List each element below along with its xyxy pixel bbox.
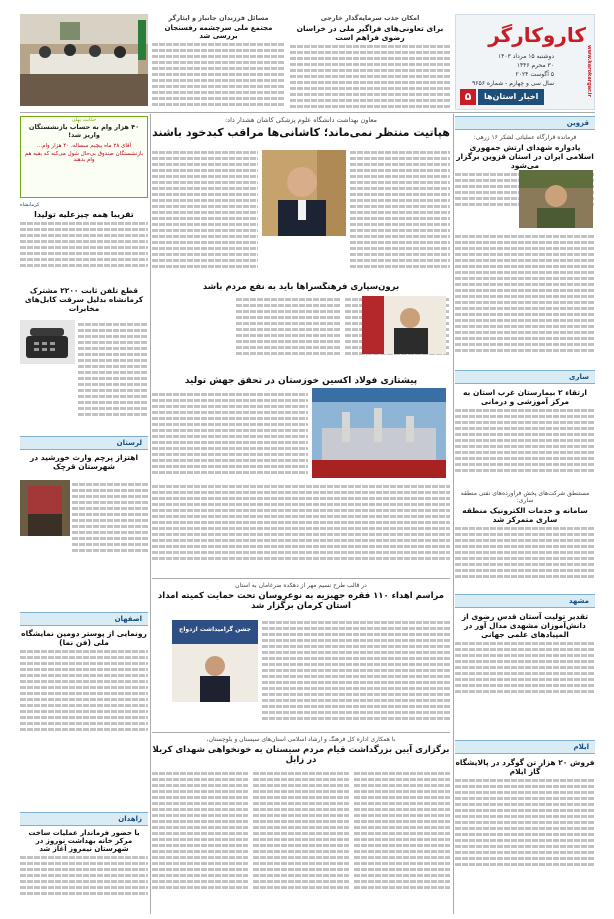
date-persian: دوشنبه ۱۵ مرداد ۱۴۰۳: [497, 53, 554, 60]
ad-line-2: واریز شد!: [68, 131, 100, 139]
section-bar-mashhad: مشهد: [455, 594, 595, 608]
steel-plant-photo: [312, 388, 446, 478]
zahedan-article: [20, 812, 148, 912]
section-label: کرمانشاه: [20, 202, 40, 208]
steel-body-top: [152, 390, 308, 480]
article-headline: قطع تلفن ثابت ۲۲۰۰ مشترک کرمانشاه بدلیل سرقت کابل‌های مخابرات: [24, 286, 144, 313]
article-headline: مراسم اهداء ۱۱۰ فقره جهیزیه به نوعروسان تحت حمایت کمیته امداد استان کرمان برگزار شد: [157, 591, 445, 611]
issue-number: سال سی و چهارم - شماره ۹۶۵۶: [472, 80, 554, 87]
telephone-photo: [20, 320, 75, 364]
page-number: ۵: [460, 89, 476, 105]
article-kicker: امکان جذب سرمایه‌گذار خارجی: [320, 14, 420, 22]
article-headline: برای تعاونی‌های فراگیر ملی در خراسان رضوی فراهم است: [296, 24, 444, 42]
ad-title: حکایت پهلی: [71, 117, 97, 123]
section-title: اخبار استان‌ها: [478, 89, 544, 105]
qazvin-article-body: [455, 232, 595, 362]
article-headline: با حضور فرماندار عملیات ساخت مرکز خانه بهداشت نوروز در شهرستان نیمروز آغاز شد: [28, 829, 140, 853]
site-url: www.karokargar.ir: [586, 45, 592, 97]
section-bar-ilam: ایلام: [455, 740, 595, 754]
article-kicker: فرمانده قرارگاه عملیاتی لشکر ۱۶ زرهی:: [473, 134, 577, 141]
phone-cable-body: [78, 320, 148, 432]
article-headline: ارتقاء ۲ بیمارستان غرب استان به مرکز آموزشی و درمانی: [462, 388, 587, 406]
date-gregorian: ۵ آگوست ۲۰۲۴: [515, 71, 554, 78]
wedding-ceremony-photo: [172, 620, 258, 702]
steel-body-bottom: [152, 482, 450, 572]
flag-body: [72, 480, 148, 564]
article-headline: رونمایی از پوستر دومین نمایشگاه ملی (فن نما): [21, 629, 147, 647]
article-kicker: مستنطق شرکت‌های پخش فرآورده‌های نفتی منطقه ساری:: [460, 490, 590, 504]
article-body: [290, 45, 450, 110]
health-official-photo: [262, 150, 346, 236]
kashan-body-right: [350, 148, 450, 278]
official-desk-photo: [362, 296, 446, 354]
ad-line-4: بازنشستگان صندوق بی‌حال شول می‌کنه که بقیه هم وام بدهند: [24, 151, 144, 163]
cartoon-ad-box: [20, 116, 148, 198]
ilam-sulfur-article: [455, 740, 595, 910]
commander-photo: [519, 170, 593, 228]
ad-line-3: آقای ۲۸ ماه پیچیم سساله، ۴۰ هزار وام...: [36, 143, 132, 149]
top-left-article: [152, 14, 285, 110]
section-bar-qazvin: قزوین: [455, 116, 595, 130]
article-headline: اهتزاز پرچم وارث خورشید در شهرستان قرچک: [29, 453, 139, 471]
article-headline: پیشتازی فولاد اکسین خوزستان در تحقق جهش تولید: [184, 376, 418, 386]
sari-article: [455, 490, 595, 590]
article-kicker: در قالب طرح نسیم مهر از دهکده ضرغامان به استان: [235, 582, 367, 589]
masthead: [455, 14, 595, 110]
top-center-article: [290, 14, 450, 110]
article-headline: برگزاری آیین بزرگداشت قیام مردم سیستان به خونخواهی شهدای کربلا در زابل: [152, 745, 450, 765]
section-bar-zahedan: زاهدان: [20, 812, 148, 826]
article-headline: فروش ۲۰ هزار تن گوگرد در پالایشگاه گاز ایلام: [455, 758, 595, 776]
section-bar-sari: ساری: [455, 370, 595, 384]
article-body: [152, 43, 285, 106]
kashan-body-left: [152, 148, 258, 278]
newspaper-logo: کاروکارگر: [488, 23, 586, 47]
article-kicker: معاون بهداشت دانشگاه علوم پزشکی کاشان هشدار داد:: [224, 116, 377, 124]
article-headline: برون‌سپاری فرهنگسراها باید به نفع مردم باشد: [202, 282, 400, 292]
meeting-photo: [20, 14, 148, 106]
flag-ceremony-photo: [20, 480, 70, 536]
article-headline: سامانه و خدمات الکترونیک منطقه ساری متمرکز شد: [462, 506, 588, 524]
poster-title: جشن گرامیداشت ازدواج: [179, 626, 251, 633]
article-headline: هپاتیت منتظر نمی‌ماند؛ کاشانی‌ها مراقب کبدخود باشند: [152, 126, 450, 139]
production-article: [20, 202, 148, 282]
kerman-dowry-head: [152, 582, 450, 622]
article-kicker: مسائل فرزندان جانباز و ایثارگر: [168, 14, 269, 22]
zabol-article: [152, 736, 450, 912]
section-bar-lorestan: لرستان: [20, 436, 148, 450]
section-bar-isfahan: اصفهان: [20, 612, 148, 626]
ad-line-1: ۴۰ هزار وام به حساب بازنشستگان: [28, 123, 140, 131]
date-hijri: ۳۰ محرم ۱۴۴۶: [516, 62, 554, 69]
article-headline: تقدیر تولیت آستان قدس رضوی از دانش‌آموزان مشهدی مدال آور در المپیادهای علمی جهانی: [461, 612, 589, 639]
kerman-dowry-body: [262, 618, 450, 730]
ilam-hospital-article: [455, 370, 595, 485]
mashhad-article: [455, 594, 595, 714]
article-headline: مجتمع ملی سرچشمه رفسنجان بررسی شد: [164, 24, 273, 40]
article-headline: یادواره شهدای ارتش جمهوری اسلامی ایران در استان قزوین برگزار می‌شود: [456, 143, 594, 170]
article-headline: تقریبا همه چیزعلیه تولیدا: [34, 210, 134, 219]
article-kicker: با همکاری اداره کل فرهنگ و ارشاد اسلامی استان‌های سیستان و بلوچستان،: [206, 736, 396, 743]
isfahan-article: [20, 612, 148, 762]
